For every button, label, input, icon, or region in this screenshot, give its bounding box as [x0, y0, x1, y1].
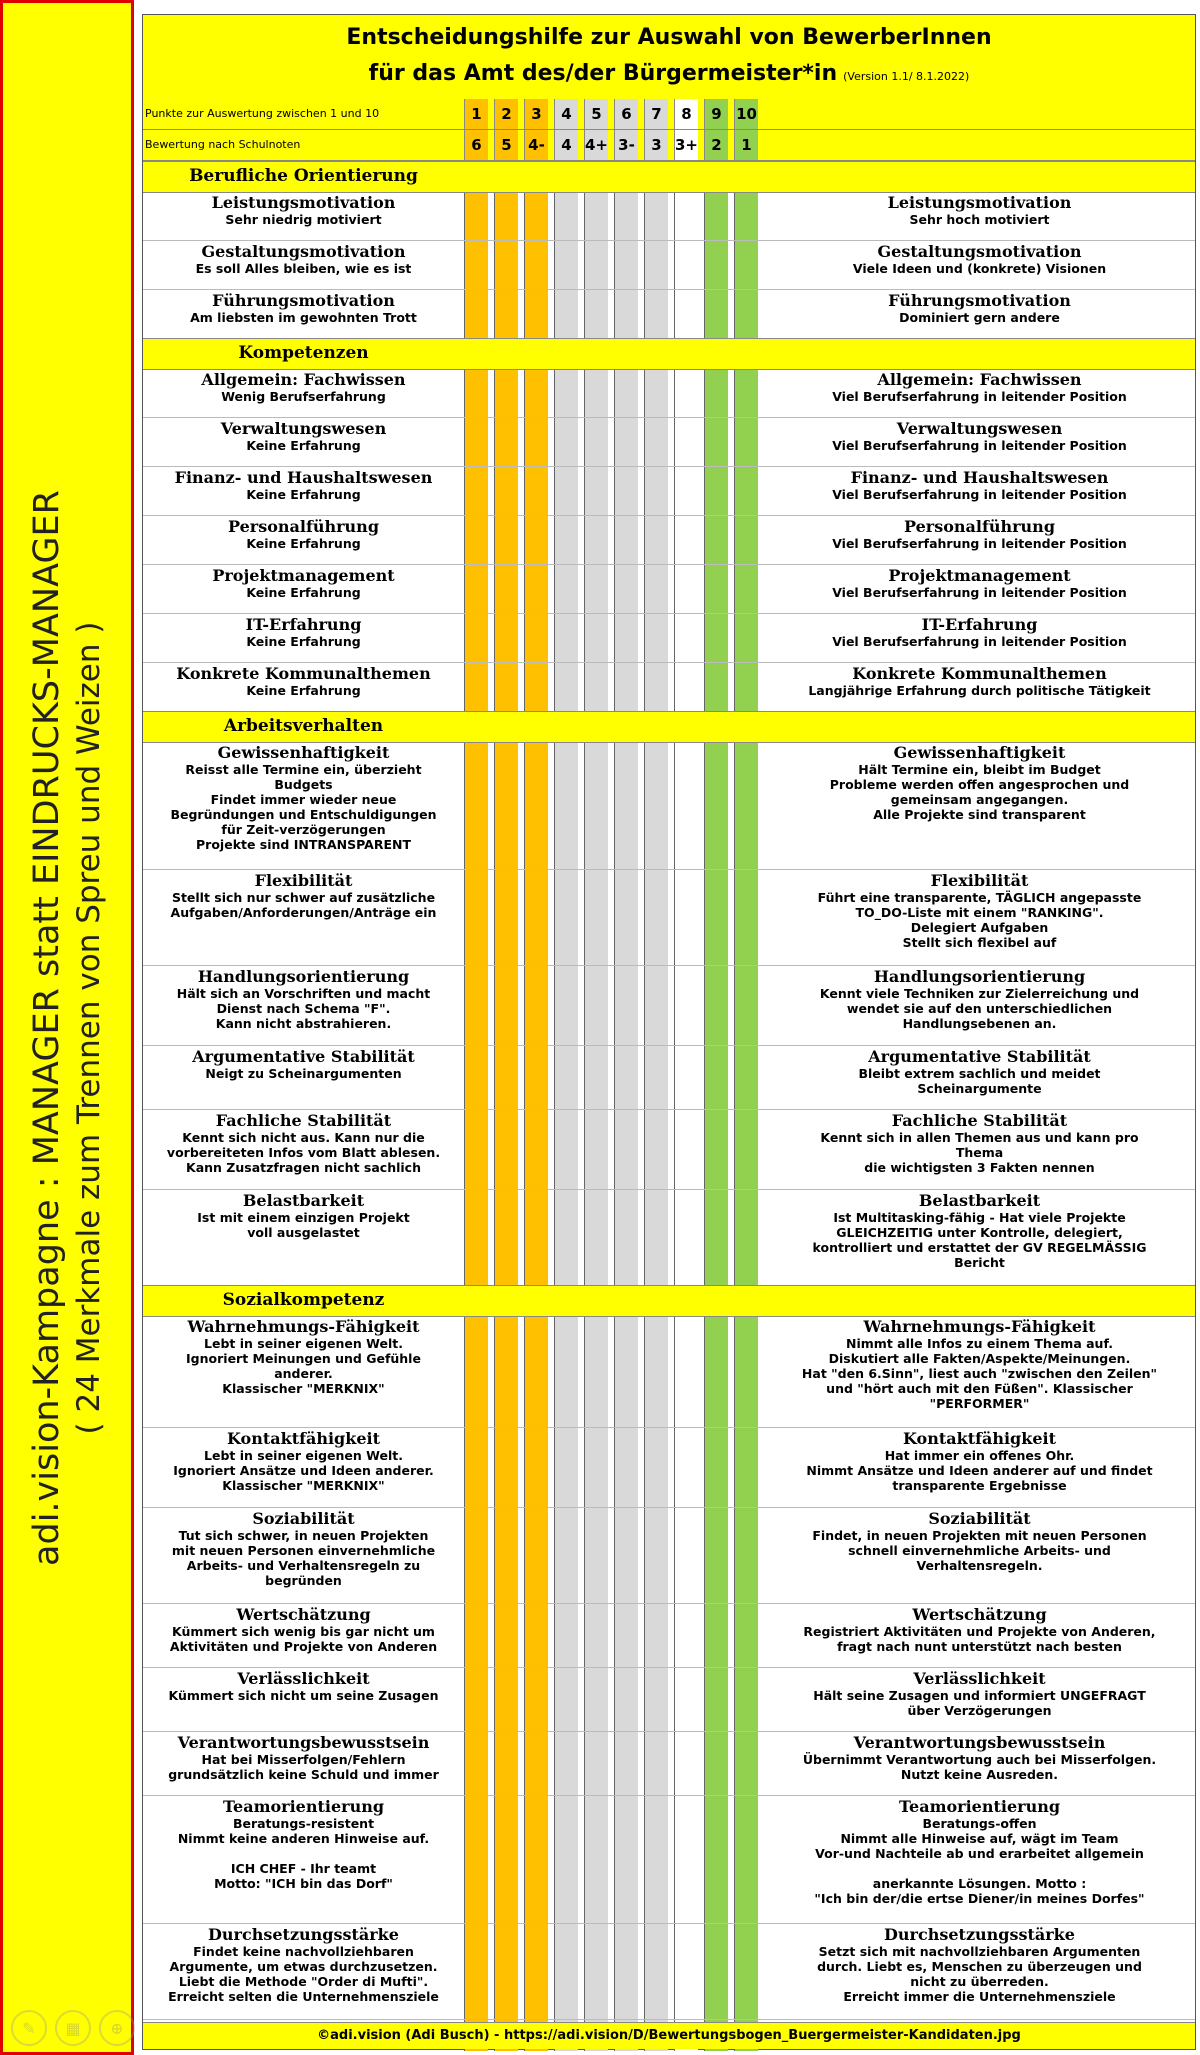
criterion-title: Fachliche Stabilität	[891, 1111, 1068, 1130]
grade-value-5: 4+	[584, 130, 608, 160]
gallery-icon[interactable]: ▦	[55, 2010, 91, 2046]
criterion-title: Verwaltungswesen	[896, 419, 1063, 438]
criterion-title: Kontaktfähigkeit	[227, 1429, 380, 1448]
criterion-low	[143, 662, 464, 711]
criterion-title: Belastbarkeit	[918, 1191, 1041, 1210]
criterion-title: Teamorientierung	[222, 1797, 385, 1816]
criterion-low	[143, 1045, 464, 1109]
criterion-description: Kennt sich in allen Themen aus und kann pro Thema die wichtigsten 3 Fakten nennen	[820, 1130, 1139, 1175]
criterion-row	[143, 965, 1195, 1046]
criterion-description: Reisst alle Termine ein, überzieht Budgets Findet immer wieder neue Begründungen und Entschuldigungen für Zeit-verzögerungen Projekte sind INTRANSPARENT	[170, 762, 437, 852]
section-header	[143, 161, 1195, 193]
point-value-3: 3	[524, 99, 548, 129]
criterion-row	[143, 662, 1195, 712]
criterion-title: Soziabilität	[928, 1509, 1031, 1528]
criterion-description: Sehr niedrig motiviert	[225, 212, 382, 227]
criterion-title: Argumentative Stabilität	[868, 1047, 1091, 1066]
criterion-title: Soziabilität	[252, 1509, 355, 1528]
criterion-title: Wahrnehmungs-Fähigkeit	[863, 1317, 1096, 1336]
criterion-description: Stellt sich nur schwer auf zusätzliche Aufgaben/Anforderungen/Anträge ein	[170, 890, 437, 920]
footer-credit: ©adi.vision (Adi Busch) - https://adi.vision/D/Bewertungsbogen_Buergermeister-Kandidaten.jpg	[143, 2022, 1195, 2049]
criterion-description: Hält seine Zusagen und informiert UNGEFRAGT über Verzögerungen	[813, 1688, 1146, 1718]
criterion-description: Viel Berufserfahrung in leitender Position	[832, 389, 1127, 404]
criterion-low	[143, 289, 464, 338]
section-header	[143, 711, 1195, 743]
criterion-description: Ist mit einem einzigen Projekt voll ausgelastet	[197, 1210, 410, 1240]
sidebar-campaign-title: adi.vision-Kampagne : MANAGER statt EINDRUCKS-MANAGER	[27, 489, 67, 1566]
criterion-title: Allgemein: Fachwissen	[877, 370, 1082, 389]
criterion-title: Flexibilität	[930, 871, 1029, 890]
points-label: Punkte zur Auswertung zwischen 1 und 10	[145, 107, 380, 120]
criterion-low	[143, 1109, 464, 1189]
point-value-8: 8	[674, 99, 698, 129]
criterion-description: Tut sich schwer, in neuen Projekten mit neuen Personen einvernehmliche Arbeits- und Verhaltensregeln zu begründen	[171, 1528, 436, 1588]
criterion-title: Allgemein: Fachwissen	[201, 370, 406, 389]
criterion-title: Konkrete Kommunalthemen	[852, 664, 1107, 683]
criterion-title: Verwaltungswesen	[220, 419, 387, 438]
criterion-high	[764, 1315, 1195, 1427]
point-value-9: 9	[704, 99, 728, 129]
criterion-row	[143, 1507, 1195, 1604]
criterion-low	[143, 1667, 464, 1731]
section-title: Berufliche Orientierung	[189, 166, 418, 186]
criterion-description: Kennt viele Techniken zur Zielerreichung und wendet sie auf den unterschiedlichen Handlungsebenen an.	[819, 986, 1140, 1031]
criterion-title: Verantwortungsbewusstsein	[177, 1733, 430, 1752]
criterion-description: Keine Erfahrung	[246, 536, 361, 551]
campaign-sidebar	[0, 0, 134, 2055]
edit-icon[interactable]: ✎	[11, 2010, 47, 2046]
criterion-low	[143, 1507, 464, 1603]
criterion-title: Belastbarkeit	[242, 1191, 365, 1210]
criterion-description: Nimmt alle Infos zu einem Thema auf. Diskutiert alle Fakten/Aspekte/Meinungen. Hat "den 6.Sinn", liest auch "zwischen den Zeilen" und "hört auch mit den Füßen". Klassischer "PERFORMER"	[801, 1336, 1158, 1411]
criterion-low	[143, 1315, 464, 1427]
point-value-6: 6	[614, 99, 638, 129]
criterion-title: Handlungsorientierung	[873, 967, 1086, 986]
criterion-description: Keine Erfahrung	[246, 585, 361, 600]
criterion-high	[764, 191, 1195, 240]
grade-value-7: 3	[644, 130, 668, 160]
criterion-description: Beratungs-offen Nimmt alle Hinweise auf, wägt im Team Vor-und Nachteile ab und erarbeitet allgemein anerkannte Lösungen. Motto : "Ich bin der/die ertse Diener/in meines Dorfes"	[814, 1816, 1145, 1906]
point-value-5: 5	[584, 99, 608, 129]
grade-value-2: 5	[494, 130, 518, 160]
criterion-description: Übernimmt Verantwortung auch bei Misserfolgen. Nutzt keine Ausreden.	[802, 1752, 1157, 1782]
grade-value-8: 3+	[674, 130, 698, 160]
criterion-description: Viel Berufserfahrung in leitender Position	[832, 438, 1127, 453]
criterion-description: Ist Multitasking-fähig - Hat viele Projekte GLEICHZEITIG unter Kontrolle, delegiert, kontrolliert und erstattet der GV REGELMÄSSIG Bericht	[812, 1210, 1147, 1270]
criterion-high	[764, 564, 1195, 613]
title-line-2-text: für das Amt des/der Bürgermeister*in	[368, 61, 838, 86]
criterion-title: Verantwortungsbewusstsein	[853, 1733, 1106, 1752]
criterion-high	[764, 613, 1195, 662]
criterion-low	[143, 191, 464, 240]
criterion-low	[143, 1731, 464, 1795]
criterion-description: Hat bei Misserfolgen/Fehlern grundsätzlich keine Schuld und immer	[168, 1752, 439, 1782]
criterion-title: Projektmanagement	[212, 566, 395, 585]
criterion-title: Personalführung	[904, 517, 1055, 536]
criterion-row	[143, 1427, 1195, 1508]
criterion-low	[143, 466, 464, 515]
criterion-low	[143, 515, 464, 564]
point-value-7: 7	[644, 99, 668, 129]
criterion-high	[764, 1109, 1195, 1189]
criterion-title: Wertschätzung	[912, 1605, 1047, 1624]
grades-row	[143, 130, 1195, 161]
criterion-low	[143, 240, 464, 289]
criterion-description: Es soll Alles bleiben, wie es ist	[195, 261, 412, 276]
criterion-high	[764, 1667, 1195, 1731]
criterion-description: Findet keine nachvollziehbaren Argumente, um etwas durchzusetzen. Liebt die Methode "Order di Mufti". Erreicht selten die Unternehmensziele	[168, 1944, 439, 2004]
criterion-row	[143, 1603, 1195, 1668]
criterion-description: Beratungs-resistent Nimmt keine anderen Hinweise auf. ICH CHEF - Ihr teamt Motto: "ICH bin das Dorf"	[177, 1816, 430, 1891]
criterion-description: Setzt sich mit nachvollziehbaren Argumenten durch. Liebt es, Menschen zu überzeugen und nicht zu überreden. Erreicht immer die Unternehmensziele	[817, 1944, 1142, 2004]
criterion-row	[143, 1731, 1195, 1796]
criterion-row	[143, 1045, 1195, 1110]
criterion-title: Argumentative Stabilität	[192, 1047, 415, 1066]
criterion-title: Verlässlichkeit	[913, 1669, 1046, 1688]
criterion-title: IT-Erfahrung	[245, 615, 362, 634]
criterion-description: Führt eine transparente, TÄGLICH angepasste TO_DO-Liste mit einem "RANKING". Delegiert Aufgaben Stellt sich flexibel auf	[817, 890, 1142, 950]
criterion-description: Keine Erfahrung	[246, 634, 361, 649]
criterion-row	[143, 869, 1195, 966]
criterion-high	[764, 1189, 1195, 1285]
section-title: Sozialkompetenz	[222, 1290, 385, 1310]
criterion-low	[143, 869, 464, 965]
criterion-title: Gestaltungsmotivation	[877, 242, 1082, 261]
criterion-title: Konkrete Kommunalthemen	[176, 664, 431, 683]
grade-value-1: 6	[464, 130, 488, 160]
points-row	[143, 99, 1195, 130]
title-line-1: Entscheidungshilfe zur Auswahl von BewerberInnen	[346, 25, 992, 50]
grade-value-9: 2	[704, 130, 728, 160]
criterion-row	[143, 289, 1195, 339]
criterion-row	[143, 1315, 1195, 1428]
criterion-title: Wertschätzung	[236, 1605, 371, 1624]
criterion-title: Fachliche Stabilität	[215, 1111, 392, 1130]
criterion-description: Keine Erfahrung	[246, 487, 361, 502]
point-value-2: 2	[494, 99, 518, 129]
criterion-high	[764, 741, 1195, 869]
criterion-title: Wahrnehmungs-Fähigkeit	[187, 1317, 420, 1336]
criterion-row	[143, 368, 1195, 418]
criterion-high	[764, 240, 1195, 289]
criterion-high	[764, 869, 1195, 965]
evaluation-sheet	[142, 14, 1196, 2050]
criterion-row	[143, 741, 1195, 870]
criterion-description: Bleibt extrem sachlich und meidet Scheinargumente	[858, 1066, 1101, 1096]
criterion-row	[143, 466, 1195, 516]
criterion-row	[143, 240, 1195, 290]
criterion-high	[764, 289, 1195, 338]
sheet-title	[143, 15, 1195, 100]
criterion-description: Dominiert gern andere	[899, 310, 1060, 325]
criterion-title: Führungsmotivation	[212, 291, 395, 310]
section-title: Arbeitsverhalten	[223, 716, 384, 736]
criterion-description: Registriert Aktivitäten und Projekte von Anderen, fragt nach nunt unterstützt nach besten	[803, 1624, 1156, 1654]
criterion-description: Viel Berufserfahrung in leitender Position	[832, 634, 1127, 649]
section-header	[143, 338, 1195, 370]
criterion-low	[143, 564, 464, 613]
criterion-description: Lebt in seiner eigenen Welt. Ignoriert Ansätze und Ideen anderer. Klassischer "MERKNIX"	[173, 1448, 434, 1493]
criterion-title: Durchsetzungsstärke	[884, 1925, 1075, 1944]
criterion-high	[764, 1795, 1195, 1923]
version-label: (Version 1.1/ 8.1.2022)	[843, 70, 970, 83]
criterion-low	[143, 417, 464, 466]
sidebar-campaign-subtitle: ( 24 Merkmale zum Trennen von Spreu und Weizen )	[71, 621, 107, 1434]
criterion-title: Durchsetzungsstärke	[208, 1925, 399, 1944]
criterion-description: Am liebsten im gewohnten Trott	[190, 310, 417, 325]
criterion-low	[143, 1923, 464, 2019]
criterion-description: Viel Berufserfahrung in leitender Position	[832, 487, 1127, 502]
criterion-row	[143, 1795, 1195, 1924]
criterion-description: Viel Berufserfahrung in leitender Position	[832, 585, 1127, 600]
criterion-description: Keine Erfahrung	[246, 438, 361, 453]
criterion-low	[143, 1603, 464, 1667]
criterion-description: Hält sich an Vorschriften und macht Dienst nach Schema "F". Kann nicht abstrahieren.	[176, 986, 431, 1031]
criterion-row	[143, 1923, 1195, 2020]
criterion-description: Hält Termine ein, bleibt im Budget Probleme werden offen angesprochen und gemeinsam angegangen. Alle Projekte sind transparent	[829, 762, 1130, 822]
zoom-icon[interactable]: ⊕	[99, 2010, 135, 2046]
criterion-row	[143, 1189, 1195, 1286]
criterion-title: Teamorientierung	[898, 1797, 1061, 1816]
grade-value-6: 3-	[614, 130, 638, 160]
criterion-description: Neigt zu Scheinargumenten	[205, 1066, 402, 1081]
criterion-title: Handlungsorientierung	[197, 967, 410, 986]
criterion-low	[143, 368, 464, 417]
criterion-title: Kontaktfähigkeit	[903, 1429, 1056, 1448]
criterion-title: Leistungsmotivation	[887, 193, 1072, 212]
criterion-high	[764, 515, 1195, 564]
criterion-row	[143, 613, 1195, 663]
grade-value-10: 1	[734, 130, 758, 160]
criterion-description: Hat immer ein offenes Ohr. Nimmt Ansätze und Ideen anderer auf und findet transparente Ergebnisse	[806, 1448, 1153, 1493]
criterion-description: Findet, in neuen Projekten mit neuen Personen schnell einvernehmliche Arbeits- und Verhaltensregeln.	[812, 1528, 1147, 1573]
criterion-title: Gewissenhaftigkeit	[893, 743, 1066, 762]
section-header	[143, 1285, 1195, 1317]
criterion-high	[764, 1923, 1195, 2019]
title-line-2	[143, 61, 1195, 86]
grades-label: Bewertung nach Schulnoten	[145, 138, 301, 151]
criterion-high	[764, 1731, 1195, 1795]
criterion-description: Sehr hoch motiviert	[909, 212, 1050, 227]
criterion-high	[764, 1045, 1195, 1109]
criterion-title: Finanz- und Haushaltswesen	[174, 468, 433, 487]
point-value-1: 1	[464, 99, 488, 129]
criterion-high	[764, 1427, 1195, 1507]
criterion-title: Finanz- und Haushaltswesen	[850, 468, 1109, 487]
criterion-title: Führungsmotivation	[888, 291, 1071, 310]
point-value-4: 4	[554, 99, 578, 129]
criterion-title: Gestaltungsmotivation	[201, 242, 406, 261]
grade-value-3: 4-	[524, 130, 548, 160]
criterion-row	[143, 1667, 1195, 1732]
criterion-high	[764, 417, 1195, 466]
criterion-description: Keine Erfahrung	[246, 683, 361, 698]
criterion-title: Verlässlichkeit	[237, 1669, 370, 1688]
criterion-row	[143, 1109, 1195, 1190]
criterion-low	[143, 1795, 464, 1923]
grade-value-4: 4	[554, 130, 578, 160]
criterion-description: Viel Berufserfahrung in leitender Position	[832, 536, 1127, 551]
criterion-description: Kümmert sich wenig bis gar nicht um Aktivitäten und Projekte von Anderen	[169, 1624, 438, 1654]
criterion-description: Viele Ideen und (konkrete) Visionen	[852, 261, 1107, 276]
sidebar-text	[27, 490, 107, 1566]
criterion-row	[143, 191, 1195, 241]
criterion-description: Wenig Berufserfahrung	[221, 389, 386, 404]
criterion-high	[764, 1603, 1195, 1667]
section-title: Kompetenzen	[238, 343, 369, 363]
criterion-row	[143, 417, 1195, 467]
criterion-low	[143, 1189, 464, 1285]
criterion-description: Langjährige Erfahrung durch politische Tätigkeit	[808, 683, 1151, 698]
criterion-row	[143, 515, 1195, 565]
criterion-low	[143, 741, 464, 869]
criterion-high	[764, 368, 1195, 417]
criterion-row	[143, 564, 1195, 614]
criterion-low	[143, 613, 464, 662]
criterion-high	[764, 965, 1195, 1045]
criterion-high	[764, 662, 1195, 711]
criterion-high	[764, 1507, 1195, 1603]
criterion-title: Gewissenhaftigkeit	[217, 743, 390, 762]
point-value-10: 10	[734, 99, 758, 129]
criterion-high	[764, 466, 1195, 515]
criterion-description: Kennt sich nicht aus. Kann nur die vorbereiteten Infos vom Blatt ablesen. Kann Zusatzfragen nicht sachlich	[166, 1130, 441, 1175]
criterion-title: Personalführung	[228, 517, 379, 536]
criterion-low	[143, 965, 464, 1045]
criterion-title: Leistungsmotivation	[211, 193, 396, 212]
criterion-title: Flexibilität	[254, 871, 353, 890]
criterion-description: Kümmert sich nicht um seine Zusagen	[168, 1688, 439, 1703]
criterion-description: Lebt in seiner eigenen Welt. Ignoriert Meinungen und Gefühle anderer. Klassischer "MERKNIX"	[186, 1336, 421, 1396]
criterion-low	[143, 1427, 464, 1507]
criterion-title: IT-Erfahrung	[921, 615, 1038, 634]
criterion-title: Projektmanagement	[888, 566, 1071, 585]
